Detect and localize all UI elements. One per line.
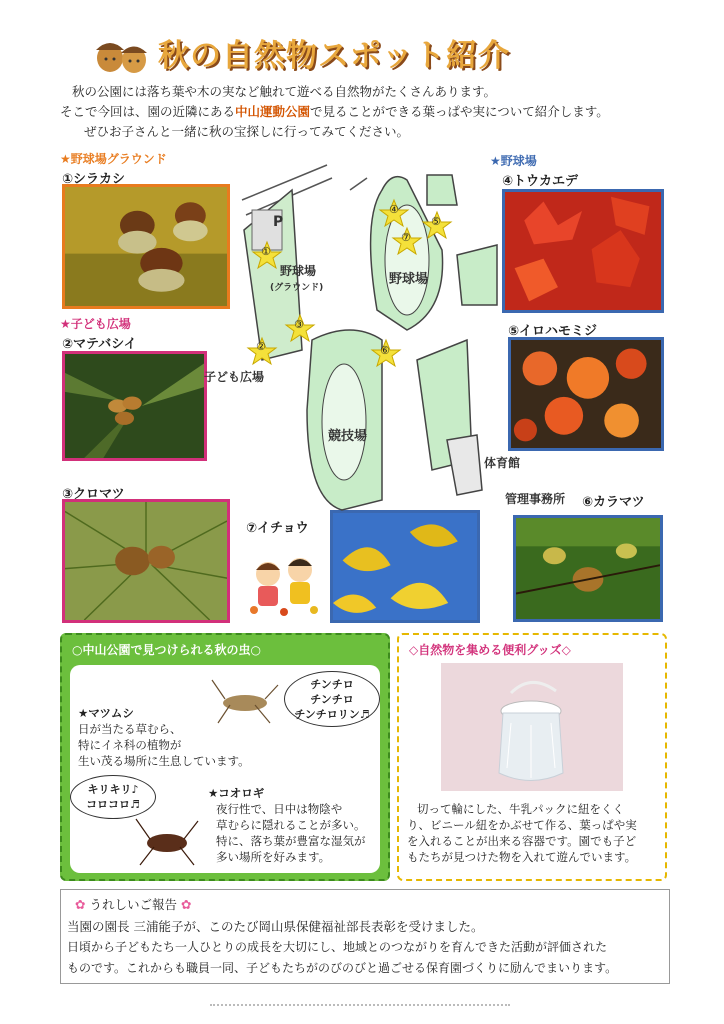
collection-container-photo [441, 663, 623, 791]
section-ground: ★野球場グラウンド [60, 152, 167, 166]
goods-header: ◇自然物を集める便利グッズ◇ [409, 643, 571, 657]
park-name-highlight: 中山運動公園 [235, 104, 311, 119]
item-label-irohamomiji: ⑤イロハモミジ [508, 324, 598, 339]
photo-kuromatsu [62, 499, 230, 623]
bottom-divider [210, 1004, 510, 1006]
photo-matebashii [62, 351, 207, 461]
koorogi-desc: 夜行性で、日中は物陰や 草むらに隠れることが多い。 特に、落ち葉が豊富な湿気が 多い場所を好みます。 [216, 802, 366, 864]
matsumushi-title: ★マツムシ [78, 706, 134, 720]
map-marker-2: ② [256, 340, 266, 353]
photo-toukaede [502, 189, 664, 313]
map-stadium: 競技場 [328, 429, 368, 444]
report-line-3: ものです。これからも職員一同、子どもたちがのびのびと過ごせる保育園づくりに励んでまいります。 [67, 961, 618, 975]
flower-icon: ✿ [75, 897, 86, 912]
matsumushi-sound-bubble: チンチロ チンチロ チンチロリン♬ [284, 671, 380, 727]
map-office: 管理事務所 [505, 492, 566, 506]
acorn-mascot-icon [92, 28, 152, 76]
matsumushi-icon [210, 675, 280, 725]
map-gym: 体育館 [484, 456, 521, 470]
report-line-1: 当園の園長 三浦能子が、このたび岡山県保健福祉部長表彰を受けました。 [67, 919, 484, 934]
item-label-icho: ⑦イチョウ [246, 521, 309, 536]
map-ground-l1: 野球場 [280, 264, 317, 278]
intro-line-2: そこで今回は、園の近隣にある中山運動公園で見ることができる葉っぱや実について紹介します。 [60, 104, 609, 119]
map-marker-5: ⑤ [431, 215, 441, 228]
photo-shirakashi [62, 184, 230, 309]
report-title: うれしいご報告 [89, 897, 177, 912]
report-panel [60, 889, 670, 984]
goods-desc: 切って輪にした、牛乳パックに紐をくく り、ビニール紐をかぶせて作る、葉っぱや実 を入れることが出来る容器です。園でも子ど もたちが見つけた物を入れて遊んでいます。 [407, 802, 637, 864]
map-baseball: 野球場 [389, 272, 429, 287]
section-kids: ★子ども広場 [60, 317, 131, 331]
map-marker-6: ⑥ [380, 344, 390, 357]
item-label-karamatsu: ⑥カラマツ [582, 495, 645, 510]
intro-text [60, 82, 690, 142]
page-title: 秋の自然物スポット紹介 [158, 38, 510, 74]
flower-icon-2: ✿ [180, 897, 192, 912]
insects-panel-inner [70, 665, 380, 873]
matsumushi-desc: 日が当たる草むら、 特にイネ科の植物が 生い茂る場所に生息しています。 [78, 722, 250, 768]
map-ground-l2: (グラウンド) [270, 283, 324, 293]
map-marker-1: ① [261, 245, 271, 258]
koorogi-sound-bubble: キリキリ♪ コロコロ♬ [70, 775, 156, 819]
item-label-kuromatsu: ③クロマツ [62, 487, 125, 502]
map-marker-7: ⑦ [401, 231, 411, 244]
insects-panel [60, 633, 390, 881]
report-title-row [75, 894, 191, 915]
map-marker-3: ③ [294, 318, 304, 331]
intro-line-1: 秋の公園には落ち葉や木の実など触れて遊べる自然物がたくさんあります。 [72, 84, 497, 99]
section-baseball: ★野球場 [490, 154, 537, 168]
item-label-shirakashi: ①シラカシ [62, 172, 126, 187]
kids-illustration [244, 552, 324, 618]
goods-panel [397, 633, 667, 881]
photo-karamatsu [513, 515, 663, 622]
map-parking: P [273, 214, 284, 230]
item-label-matebashii: ②マテバシイ [62, 337, 137, 352]
photo-irohamomiji [508, 337, 664, 451]
koorogi-icon [132, 815, 202, 867]
item-label-toukaede: ④トウカエデ [502, 174, 579, 189]
intro-line-3: ぜひお子さんと一緒に秋の宝探しに行ってみてください。 [84, 124, 410, 139]
insects-header: ○中山公園で見つけられる秋の虫○ [72, 643, 261, 657]
map-marker-4: ④ [389, 203, 399, 216]
koorogi-title: ★コオロギ [208, 786, 265, 800]
report-line-2: 日頃から子どもたち一人ひとりの成長を大切にし、地域とのつながりを育んできた活動が評価された [67, 940, 608, 954]
map-kids-plaza: 子ども広場 [204, 370, 265, 384]
photo-icho [330, 510, 480, 623]
